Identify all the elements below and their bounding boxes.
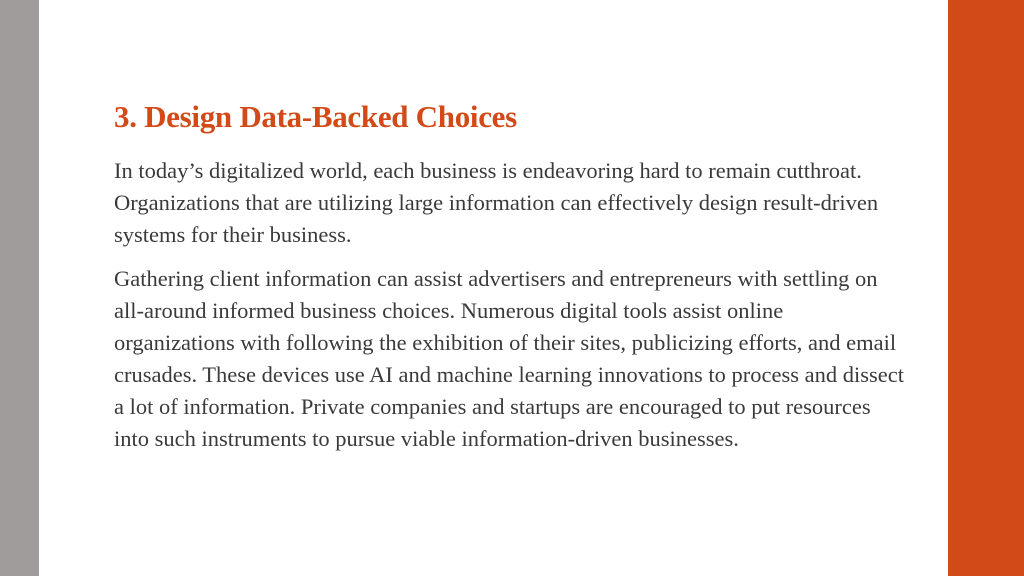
right-accent-bar xyxy=(948,0,1024,576)
slide-content xyxy=(114,97,904,455)
slide-title: 3. Design Data-Backed Choices xyxy=(114,99,517,134)
body-paragraph-1: In today’s digitalized world, each business is endeavoring hard to remain cutthroat. Organizations that are utilizing large information can effectively design result-driven systems for their business. xyxy=(114,158,879,247)
body-paragraph-2: Gathering client information can assist advertisers and entrepreneurs with settling on all-around informed business choices. Numerous digital tools assist online organizations with following the exhibition of their sites, publicizing efforts, and email crusades. These devices use AI and machine learning innovations to process and dissect a lot of information. Private companies and startups are encouraged to put resources into such instruments to pursue viable information-driven businesses. xyxy=(114,266,904,451)
left-accent-bar xyxy=(0,0,39,576)
